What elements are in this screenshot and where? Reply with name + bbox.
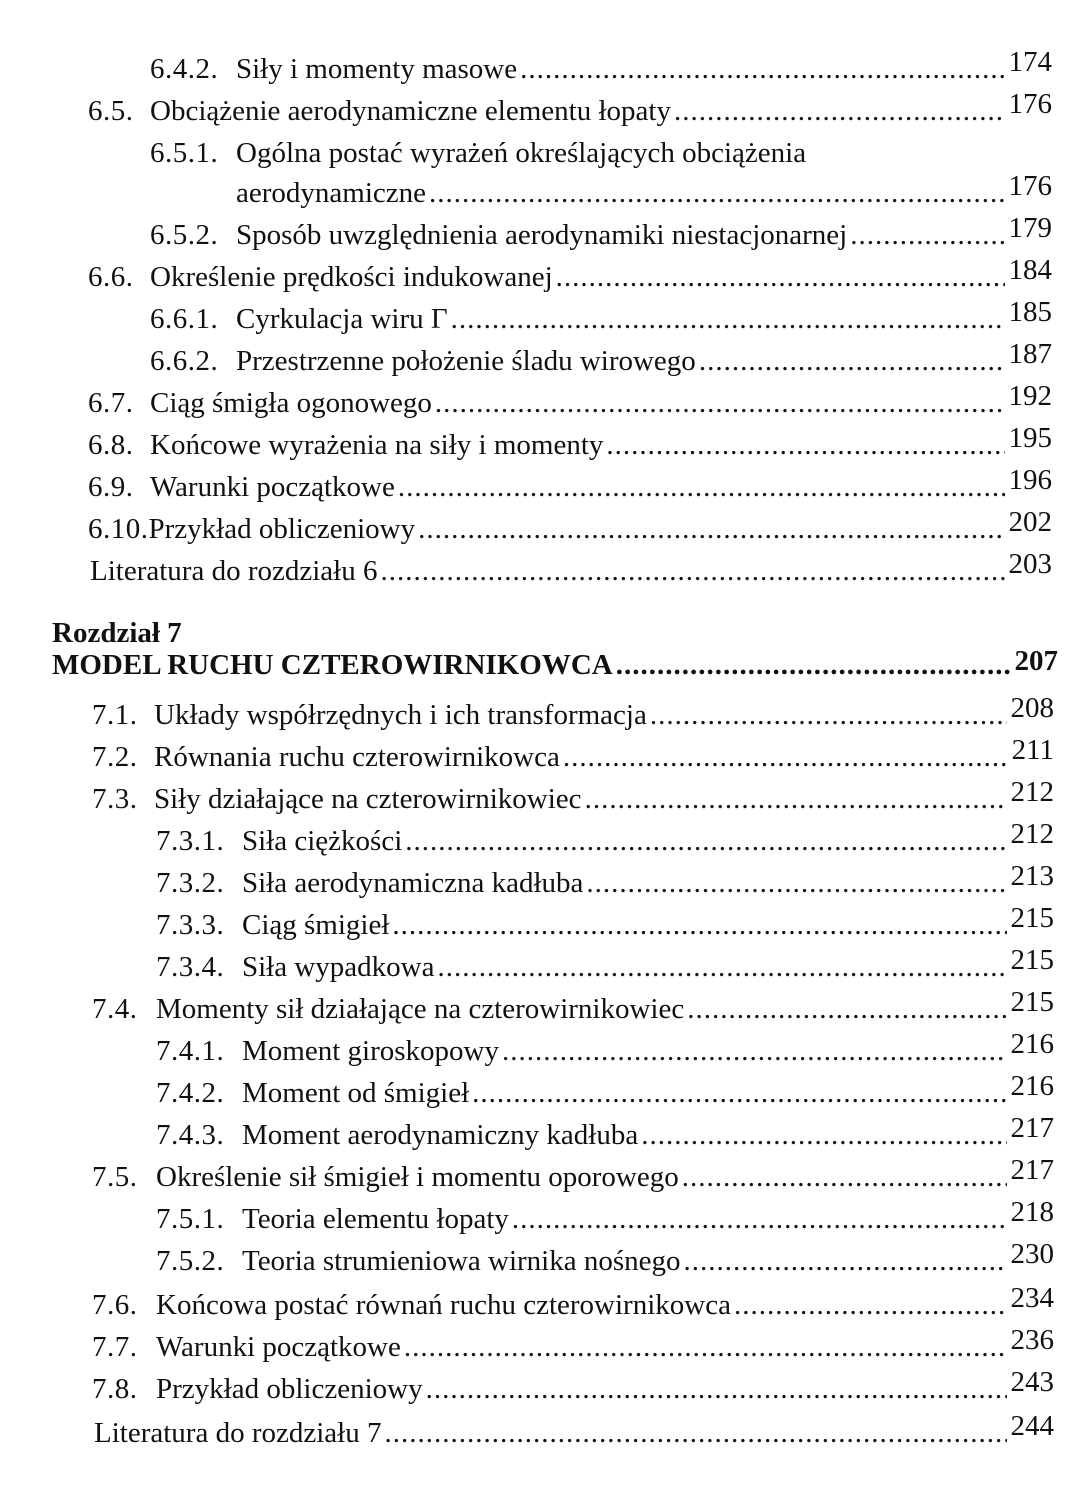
entry-title: Ciąg śmigieł: [242, 909, 390, 941]
entry-title: Teoria elementu łopaty: [242, 1203, 509, 1235]
entry-title: Moment aerodynamiczny kadłuba: [242, 1119, 639, 1151]
entry-page-number: 212: [1010, 776, 1054, 808]
entry-title: Określenie sił śmigieł i momentu oporowego: [156, 1161, 679, 1193]
toc-entry: [88, 380, 1052, 420]
entry-title: Moment giroskopowy: [242, 1035, 499, 1067]
toc-entry: [156, 818, 1054, 858]
entry-number: 6.9.: [88, 471, 134, 503]
entry-title: Siły działające na czterowirnikowiec: [154, 783, 582, 815]
entry-number: 6.6.1.: [150, 303, 219, 335]
toc-entry: [88, 506, 1052, 546]
dot-leader: [418, 512, 1004, 546]
dot-leader: [502, 1034, 1007, 1068]
entry-number: 7.4.3.: [156, 1119, 225, 1151]
toc-entry: [88, 464, 1052, 504]
entry-number: 7.7.: [92, 1331, 138, 1363]
entry-title: Przestrzenne położenie śladu wirowego: [236, 345, 696, 377]
entry-number: 7.1.: [92, 699, 138, 731]
toc-entry: [156, 1070, 1054, 1110]
entry-title: Moment od śmigieł: [242, 1077, 470, 1109]
dot-leader: [699, 344, 1005, 378]
entry-title: Równania ruchu czterowirnikowca: [154, 741, 560, 773]
entry-page-number: 192: [1008, 380, 1052, 412]
entry-page-number: 176: [1008, 170, 1052, 202]
toc-entry: [92, 734, 1054, 774]
entry-number: 7.3.2.: [156, 867, 225, 899]
dot-leader: [674, 94, 1005, 128]
dot-leader: [404, 1330, 1007, 1364]
dot-leader: [429, 176, 1004, 210]
entry-page-number: 187: [1008, 338, 1052, 370]
entry-page-number: 236: [1010, 1324, 1054, 1356]
entry-number: 6.5.1.: [150, 137, 219, 169]
entry-number: 6.7.: [88, 387, 134, 419]
entry-title: Końcowa postać równań ruchu czterowirnikowca: [156, 1289, 731, 1321]
entry-page-number: 215: [1010, 944, 1054, 976]
dot-leader: [606, 428, 1004, 462]
entry-number: 6.8.: [88, 429, 134, 461]
entry-page-number: 179: [1008, 212, 1052, 244]
entry-number: 7.4.: [92, 993, 138, 1025]
chapter-title-entry: [52, 645, 1058, 682]
entry-page-number: 174: [1008, 46, 1052, 78]
entry-number: 7.5.2.: [156, 1245, 225, 1277]
dot-leader: [563, 740, 1008, 774]
toc-entry: [150, 46, 1052, 86]
entry-title: Siła wypadkowa: [242, 951, 435, 983]
entry-page-number: 215: [1010, 986, 1054, 1018]
toc-entry: [92, 776, 1054, 816]
toc-entry: [156, 944, 1054, 984]
entry-number: 7.5.1.: [156, 1203, 225, 1235]
entry-title: Warunki początkowe: [150, 471, 395, 503]
entry-page-number: 203: [1008, 548, 1052, 580]
dot-leader: [616, 648, 1011, 682]
entry-title: Teoria strumieniowa wirnika nośnego: [242, 1245, 681, 1277]
toc-entry: [156, 1238, 1054, 1278]
entry-number: 7.6.: [92, 1289, 138, 1321]
dot-leader: [682, 1160, 1007, 1194]
dot-leader: [641, 1118, 1006, 1152]
dot-leader: [585, 782, 1007, 816]
entry-title: Sposób uwzględnienia aerodynamiki niestacjonarnej: [236, 219, 848, 251]
entry-page-number: 212: [1010, 818, 1054, 850]
entry-number: 7.3.4.: [156, 951, 225, 983]
entry-title: Ciąg śmigła ogonowego: [150, 387, 432, 419]
dot-leader: [512, 1202, 1007, 1236]
entry-number: 7.3.3.: [156, 909, 225, 941]
entry-title: Momenty sił działające na czterowirnikowiec: [156, 993, 685, 1025]
dot-leader: [586, 866, 1006, 900]
entry-title: Określenie prędkości indukowanej: [150, 261, 553, 293]
toc-entry-continuation: [236, 170, 1052, 210]
toc-entry: [88, 422, 1052, 462]
toc-entry: [150, 136, 1052, 170]
toc-entry: [88, 88, 1052, 128]
dot-leader: [438, 950, 1007, 984]
entry-title: Układy współrzędnych i ich transformacja: [154, 699, 647, 731]
entry-number: 6.5.2.: [150, 219, 219, 251]
chapter-label: Rozdział 7: [52, 617, 182, 649]
toc-entry-references: [90, 548, 1052, 588]
chapter-page-number: 207: [1014, 645, 1058, 677]
dot-leader: [451, 302, 1005, 336]
dot-leader: [384, 1416, 1006, 1450]
dot-leader: [684, 1244, 1007, 1278]
entry-number: 7.8.: [92, 1373, 138, 1405]
entry-number: 7.2.: [92, 741, 138, 773]
dot-leader: [687, 992, 1006, 1026]
toc-entry: [156, 1112, 1054, 1152]
toc-entry: [150, 338, 1052, 378]
entry-number: 7.3.1.: [156, 825, 225, 857]
entry-title: Przykład obliczeniowy: [148, 513, 416, 545]
entry-page-number: 211: [1011, 734, 1054, 766]
dot-leader: [850, 218, 1004, 252]
entry-page-number: 185: [1008, 296, 1052, 328]
entry-title: Warunki początkowe: [156, 1331, 401, 1363]
entry-number: 6.4.2.: [150, 53, 219, 85]
entry-number: 7.4.1.: [156, 1035, 225, 1067]
toc-entry: [156, 860, 1054, 900]
dot-leader: [435, 386, 1005, 420]
entry-page-number: 217: [1010, 1154, 1054, 1186]
toc-entry: [156, 902, 1054, 942]
toc-entry: [88, 254, 1052, 294]
entry-page-number: 215: [1010, 902, 1054, 934]
entry-page-number: 216: [1010, 1028, 1054, 1060]
entry-number: 6.5.: [88, 95, 134, 127]
entry-page-number: 195: [1008, 422, 1052, 454]
entry-page-number: 196: [1008, 464, 1052, 496]
toc-entry: [156, 1028, 1054, 1068]
dot-leader: [556, 260, 1005, 294]
entry-number: 6.10.: [88, 513, 149, 545]
toc-entry: [92, 692, 1054, 732]
entry-title: Literatura do rozdziału 7: [94, 1417, 382, 1449]
entry-title: Literatura do rozdziału 6: [90, 555, 378, 587]
entry-title: Siła aerodynamiczna kadłuba: [242, 867, 584, 899]
dot-leader: [380, 554, 1004, 588]
entry-number: 6.6.: [88, 261, 134, 293]
entry-title: Siła ciężkości: [242, 825, 403, 857]
toc-entry: [92, 1324, 1054, 1364]
entry-title: Końcowe wyrażenia na siły i momenty: [150, 429, 604, 461]
entry-title: Obciążenie aerodynamiczne elementu łopaty: [150, 95, 671, 127]
toc-entry: [92, 986, 1054, 1026]
entry-page-number: 184: [1008, 254, 1052, 286]
dot-leader: [734, 1288, 1007, 1322]
entry-number: 7.4.2.: [156, 1077, 225, 1109]
entry-page-number: 217: [1010, 1112, 1054, 1144]
dot-leader: [650, 698, 1007, 732]
entry-page-number: 208: [1010, 692, 1054, 724]
toc-entry: [92, 1366, 1054, 1406]
chapter-title: MODEL RUCHU CZTEROWIRNIKOWCA: [52, 649, 613, 681]
entry-page-number: 243: [1010, 1366, 1054, 1398]
toc-entry: [92, 1154, 1054, 1194]
entry-number: 7.3.: [92, 783, 138, 815]
entry-page-number: 176: [1008, 88, 1052, 120]
toc-entry-references: [94, 1410, 1054, 1450]
dot-leader: [398, 470, 1005, 504]
dot-leader: [426, 1372, 1007, 1406]
toc-entry: [150, 212, 1052, 252]
entry-title: Cyrkulacja wiru Γ: [236, 303, 448, 335]
toc-entry: [92, 1282, 1054, 1322]
dot-leader: [405, 824, 1006, 858]
entry-page-number: 234: [1010, 1282, 1054, 1314]
entry-page-number: 213: [1010, 860, 1054, 892]
entry-title: aerodynamiczne: [236, 177, 427, 209]
entry-number: 6.6.2.: [150, 345, 219, 377]
toc-entry: [150, 296, 1052, 336]
toc-entry: [156, 1196, 1054, 1236]
dot-leader: [520, 52, 1004, 86]
entry-page-number: 244: [1010, 1410, 1054, 1442]
entry-page-number: 202: [1008, 506, 1052, 538]
entry-title: Siły i momenty masowe: [236, 53, 518, 85]
entry-number: 7.5.: [92, 1161, 138, 1193]
entry-page-number: 216: [1010, 1070, 1054, 1102]
entry-title: Ogólna postać wyrażeń określających obciążenia: [236, 137, 807, 169]
entry-page-number: 218: [1010, 1196, 1054, 1228]
entry-page-number: 230: [1010, 1238, 1054, 1270]
dot-leader: [472, 1076, 1006, 1110]
dot-leader: [392, 908, 1006, 942]
entry-title: Przykład obliczeniowy: [156, 1373, 423, 1405]
